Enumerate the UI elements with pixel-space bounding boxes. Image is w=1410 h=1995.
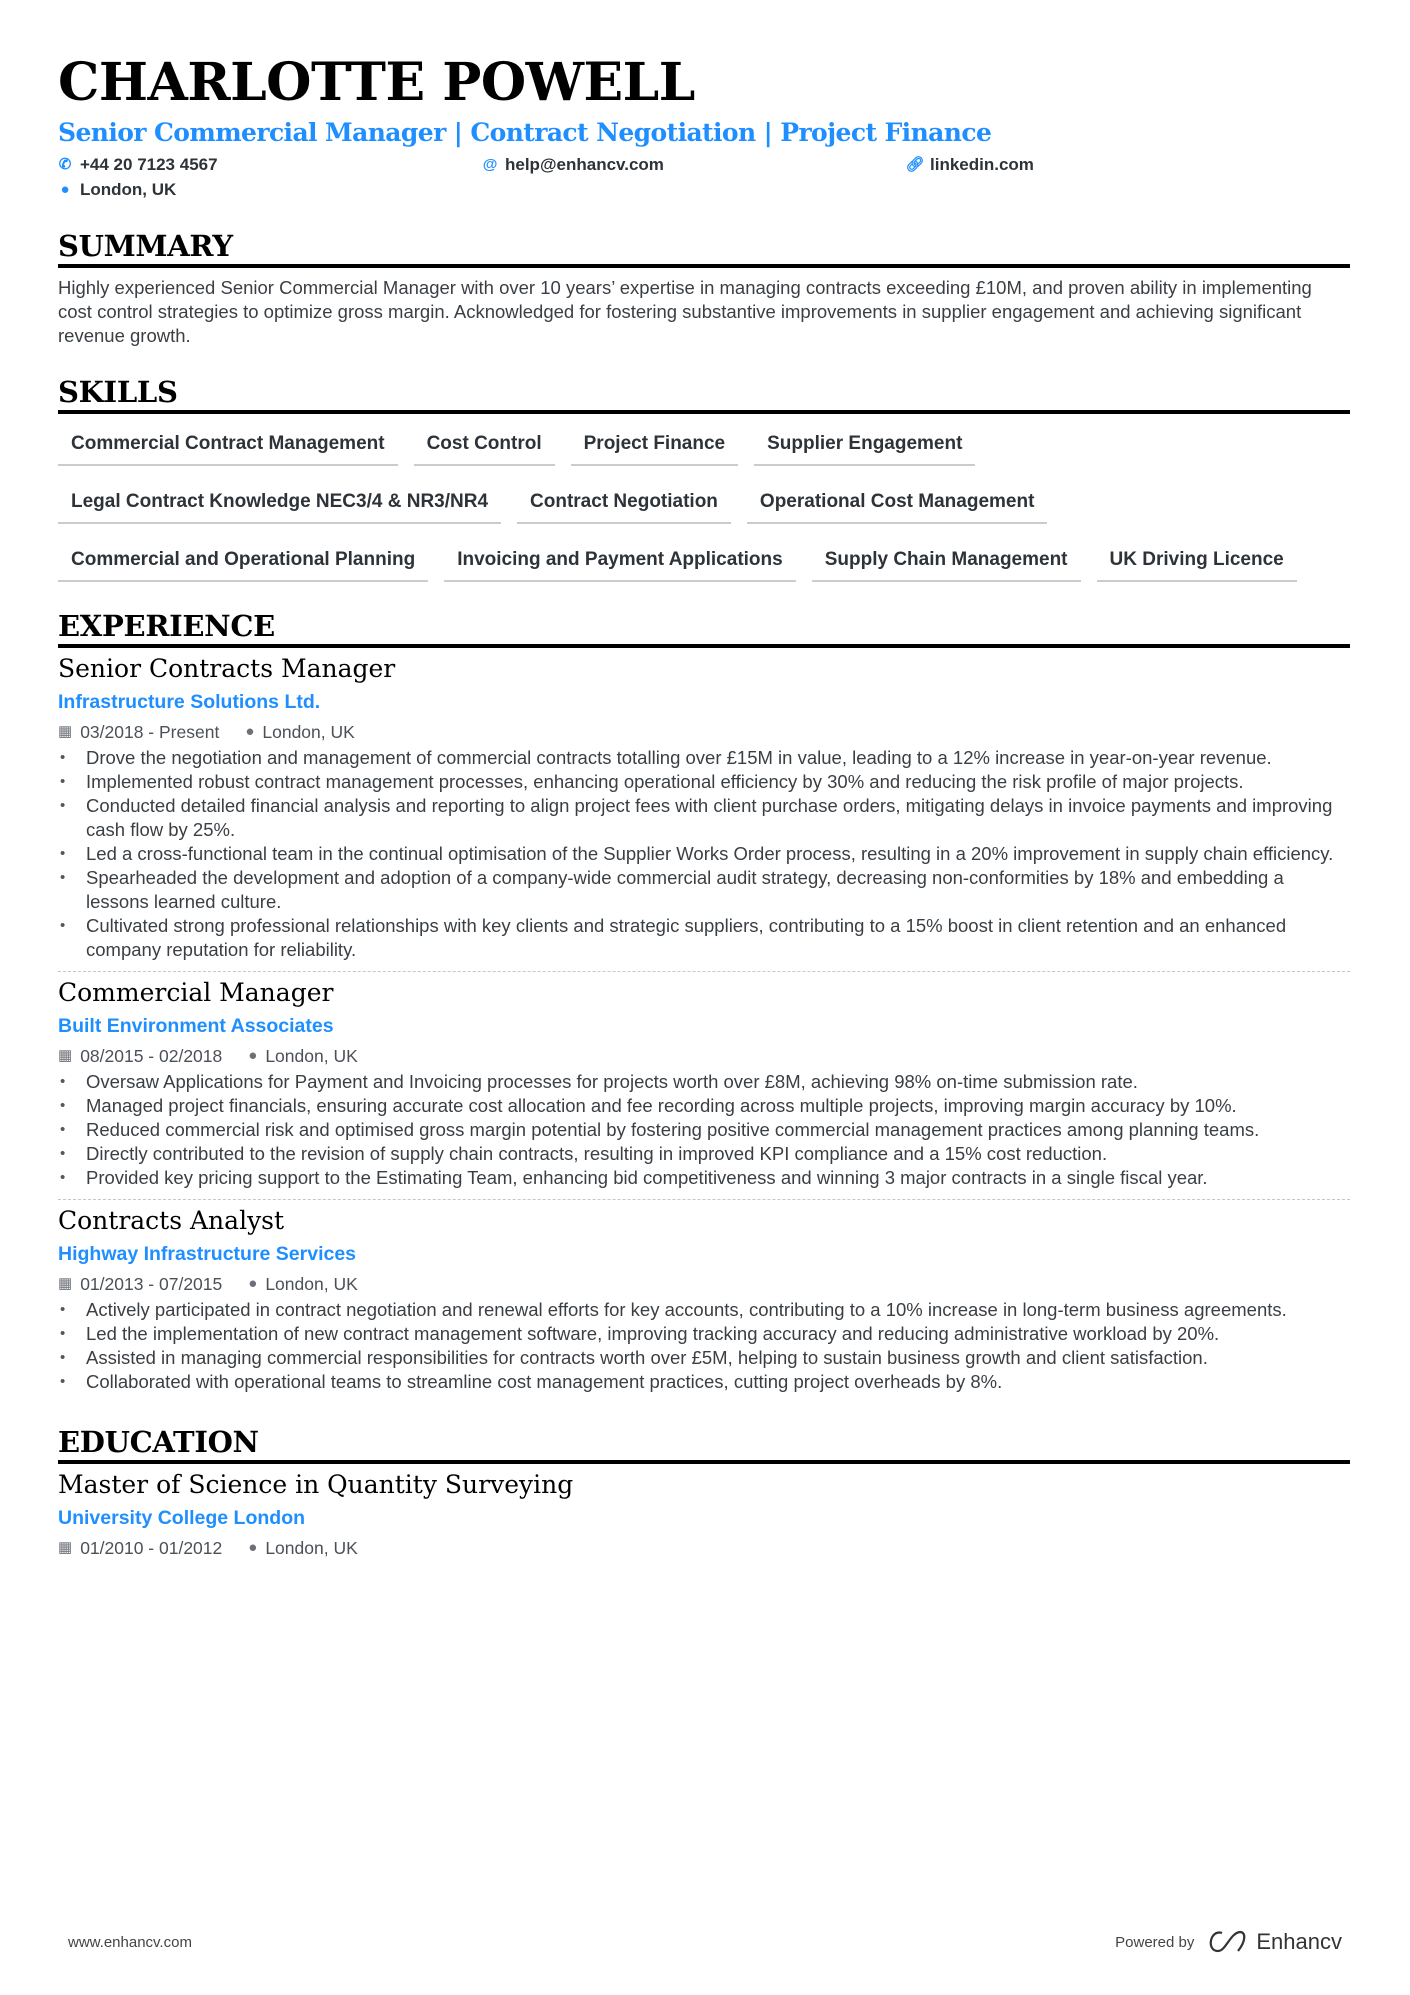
skill-tag: Project Finance [571, 424, 739, 466]
skills-list [58, 424, 1350, 582]
phone-icon: ✆ [58, 156, 72, 173]
bullet-item: • Drove the negotiation and management of commercial contracts totalling over £15M in value, leading to a 12% increase in year-on-year revenue. [58, 746, 1350, 770]
experience-heading: EXPERIENCE [58, 608, 1350, 648]
email-link[interactable]: help@enhancv.com [505, 155, 664, 174]
job-entry [58, 652, 1350, 962]
headline: Senior Commercial Manager | Contract Negotiation | Project Finance [58, 118, 992, 147]
skills-heading: SKILLS [58, 374, 1350, 414]
link-icon: 🔗︎ [905, 156, 925, 173]
school: University College London [58, 1507, 306, 1529]
education-location: London, UK [265, 1538, 358, 1558]
location-pin-icon: ● [248, 1539, 258, 1556]
job-dates: 03/2018 - Present [80, 722, 220, 742]
candidate-name: CHARLOTTE POWELL [58, 52, 695, 113]
enhancv-logo-icon [1204, 1929, 1250, 1955]
bullet-item: • Led a cross-functional team in the continual optimisation of the Supplier Works Order process, resulting in a 20% improvement in supply chain efficiency. [58, 842, 1350, 866]
bullet-item: • Spearheaded the development and adoption of a company-wide commercial audit strategy, decreasing non-conformities by 18% and embedding a lessons learned culture. [58, 866, 1350, 914]
job-title: Senior Contracts Manager [58, 654, 396, 683]
location: London, UK [80, 180, 177, 199]
location-pin-icon: ● [60, 181, 70, 198]
bullet-item: • Assisted in managing commercial responsibilities for contracts worth over £5M, helping to sustain business growth and client satisfaction. [58, 1346, 1350, 1370]
divider [58, 1199, 1350, 1200]
job-bullets [58, 746, 1350, 962]
skill-tag: Operational Cost Management [747, 482, 1048, 524]
skill-tag: Invoicing and Payment Applications [444, 540, 796, 582]
bullet-item: • Collaborated with operational teams to streamline cost management practices, cutting project overheads by 8%. [58, 1370, 1350, 1394]
location-pin-icon: ● [248, 1275, 258, 1292]
summary-heading: SUMMARY [58, 228, 1350, 268]
skill-tag: Supplier Engagement [754, 424, 975, 466]
at-icon: @ [482, 156, 498, 173]
job-location: London, UK [265, 1046, 358, 1066]
linkedin-link[interactable]: linkedin.com [930, 155, 1034, 174]
job-bullets [58, 1298, 1350, 1394]
education-entry [58, 1468, 1350, 1562]
skill-tag: Legal Contract Knowledge NEC3/4 & NR3/NR4 [58, 482, 501, 524]
skill-tag: UK Driving Licence [1097, 540, 1297, 582]
location-pin-icon: ● [245, 723, 255, 740]
calendar-icon: ▦ [58, 1275, 73, 1292]
company-name: Built Environment Associates [58, 1015, 334, 1037]
skill-tag: Cost Control [414, 424, 555, 466]
job-title: Contracts Analyst [58, 1206, 285, 1235]
job-entry [58, 971, 1350, 1190]
bullet-item: • Led the implementation of new contract management software, improving tracking accuracy and reducing administrative workload by 20%. [58, 1322, 1350, 1346]
footer [68, 1929, 1342, 1955]
bullet-item: • Managed project financials, ensuring accurate cost allocation and fee recording across multiple projects, improving margin accuracy by 10%. [58, 1094, 1350, 1118]
job-entry [58, 1199, 1350, 1394]
calendar-icon: ▦ [58, 1539, 73, 1556]
bullet-item: • Cultivated strong professional relationships with key clients and strategic suppliers, contributing to a 15% boost in client retention and an enhanced company reputation for reliability. [58, 914, 1350, 962]
contact-info [58, 152, 1350, 202]
bullet-item: • Reduced commercial risk and optimised gross margin potential by fostering positive commercial management practices among planning teams. [58, 1118, 1350, 1142]
website-link[interactable]: www.enhancv.com [68, 1933, 192, 1951]
job-bullets [58, 1070, 1350, 1190]
calendar-icon: ▦ [58, 723, 73, 740]
summary-text: Highly experienced Senior Commercial Manager with over 10 years’ expertise in managing contracts exceeding £10M, and proven ability in implementing cost control strategies to optimize gross margin. Acknowledged for fostering substantive improvements in supplier engagement and achieving significant revenue growth. [58, 277, 1312, 346]
bullet-item: • Provided key pricing support to the Estimating Team, enhancing bid competitiveness and winning 3 major contracts in a single fiscal year. [58, 1166, 1350, 1190]
bullet-item: • Directly contributed to the revision of supply chain contracts, resulting in improved KPI compliance and a 15% cost reduction. [58, 1142, 1350, 1166]
location-pin-icon: ● [248, 1047, 258, 1064]
job-title: Commercial Manager [58, 978, 334, 1007]
bullet-item: • Actively participated in contract negotiation and renewal efforts for key accounts, contributing to a 10% increase in long-term business agreements. [58, 1298, 1350, 1322]
brand-name: Enhancv [1256, 1929, 1342, 1954]
skill-tag: Supply Chain Management [812, 540, 1081, 582]
job-location: London, UK [262, 722, 355, 742]
job-dates: 08/2015 - 02/2018 [80, 1046, 223, 1066]
education-dates: 01/2010 - 01/2012 [80, 1538, 223, 1558]
bullet-item: • Conducted detailed financial analysis and reporting to align project fees with client purchase orders, mitigating delays in invoice payments and improving cash flow by 25%. [58, 794, 1350, 842]
job-dates: 01/2013 - 07/2015 [80, 1274, 223, 1294]
degree: Master of Science in Quantity Surveying [58, 1470, 574, 1499]
phone: +44 20 7123 4567 [80, 155, 218, 174]
skill-tag: Commercial and Operational Planning [58, 540, 428, 582]
resume [58, 50, 1350, 1562]
education-heading: EDUCATION [58, 1424, 1350, 1464]
bullet-item: • Oversaw Applications for Payment and Invoicing processes for projects worth over £8M, achieving 98% on-time submission rate. [58, 1070, 1350, 1094]
skill-tag: Commercial Contract Management [58, 424, 398, 466]
skill-tag: Contract Negotiation [517, 482, 731, 524]
calendar-icon: ▦ [58, 1047, 73, 1064]
experience-list [58, 652, 1350, 1394]
bullet-item: • Implemented robust contract management processes, enhancing operational efficiency by 30% and reducing the risk profile of major projects. [58, 770, 1350, 794]
divider [58, 971, 1350, 972]
powered-by: Powered by [1115, 1933, 1195, 1951]
job-location: London, UK [265, 1274, 358, 1294]
enhancv-logo [1204, 1929, 1342, 1955]
company-name: Infrastructure Solutions Ltd. [58, 691, 321, 713]
company-name: Highway Infrastructure Services [58, 1243, 357, 1265]
